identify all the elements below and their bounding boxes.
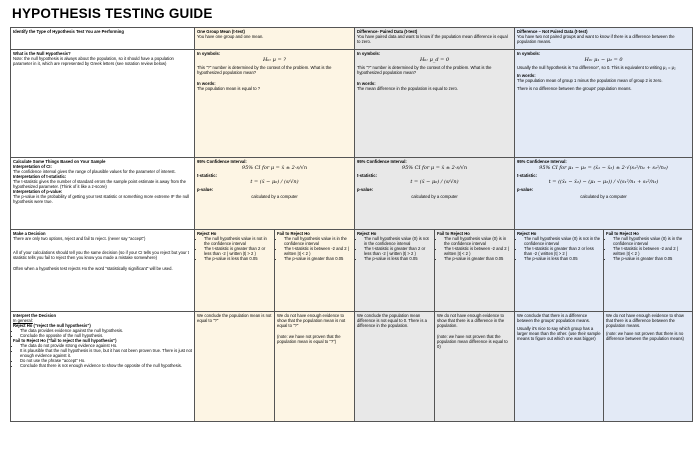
statistics-row — [11, 158, 693, 230]
ci-formula: 95% CI for μ = x̄ ± 2·s/√n — [401, 165, 468, 171]
ci-formula: 95% CI for μ₁ − μ₂ = (x̄₁ − x̄₂) ± 2·√(s₁²/n₁ + s₂²/n₂) — [539, 165, 668, 171]
t-formula: t = (x̄ − μ₀) / (s/√n) — [250, 179, 299, 185]
header-row — [11, 28, 693, 50]
decision-one-group-reject: Reject Ho • The null hypothesis value is not in the confidence interval • The t-statistic is greater than 2 or less than -2 ( written |t| > 2 ) • The p-value is less than 0.05 — [195, 230, 275, 312]
decision-label: Make a Decision There are only two options, reject and fail to reject. (never say "accept") All of your calculations should tell you the same decision (so if your CI tells you reject but your t statistic tells you fail to reject then you know you made a mistake somewhere) Often when a hypothesis test rejects Ho the word "statistically significant" will be used. — [11, 230, 195, 312]
header-paired: Difference- Paired Data (t-test) You have paired data and want to know if the population mean difference is equal to zero. — [355, 28, 515, 50]
interpret-one-group-fail: We do not have enough evidence to show that the population mean is not equal to "?" (note: we have not proven that the population mean is equal to "?") — [275, 312, 355, 422]
decision-not-paired-reject: Reject Ho • The null hypothesis value (0) is not in the confidence interval • The t-statistic is greater than 2 or less than -2 ( written |t| > 2 ) • The p-value is less than 0.05 — [515, 230, 604, 312]
null-not-paired: In symbols: H₀: μ₁ − μ₂ = 0 Usually the null hypothesis is "no difference", so 0. This is equivalent to writing μ₁ = μ₂ In words: The population mean of group 1 minus the population mean of group 2 is zero. There is no difference between the groups' population means. — [515, 50, 693, 158]
decision-paired-reject: Reject Ho • The null hypothesis value (0) is not in the confidence interval • The t-statistic is greater than 2 or less than -2 ( written |t| > 2 ) • The p-value is less than 0.05 — [355, 230, 435, 312]
null-formula: H₀: μ₁ − μ₂ = 0 — [584, 57, 623, 63]
decision-not-paired-fail: Fail to Reject Ho • The null hypothesis value (0) is in the confidence interval • The t-statistic is between -2 and 2 ( written |t| < 2 ) • The p-value is greater than 0.05 — [604, 230, 693, 312]
page-title: HYPOTHESIS TESTING GUIDE — [12, 6, 213, 21]
null-hypothesis-row — [11, 50, 693, 158]
interpret-paired-fail: We do not have enough evidence to show that there is a difference in the population. (note: we have not proven that the population mean difference is equal to 0) — [435, 312, 515, 422]
null-formula: H₀: μ_d = 0 — [419, 57, 450, 63]
interpret-paired-reject: We conclude the population mean difference is not equal to 0. There is a difference in the population. — [355, 312, 435, 422]
stats-paired: 95% Confidence Interval: 95% CI for μ = x̄ ± 2·s/√n t-statistic: t = (x̄ − μ₀) / (s/√n) p-value: calculated by a computer — [355, 158, 515, 230]
decision-row — [11, 230, 693, 312]
stats-one-group: 95% Confidence Interval: 95% CI for μ = x̄ ± 2·s/√n t-statistic: t = (x̄ − μ₀) / (s/√n) p-value: calculated by a computer — [195, 158, 355, 230]
header-label: Identify the Type of Hypothesis Test You are Performing — [11, 28, 195, 50]
null-paired: In symbols: H₀: μ_d = 0 This "?" number is determined by the context of the problem. What is the hypothesized population mean? In words: The mean difference in the population is equal to zero. — [355, 50, 515, 158]
interpret-not-paired-fail: We do not have enough evidence to show that there is a difference between the population means. (note: we have not proven that there is no difference between the population means) — [604, 312, 693, 422]
null-formula: H₀: μ = ? — [263, 57, 286, 63]
interpretation-label: Interpret the Decision In general: Reject Ho ("reject the null hypothesis") • The data provides evidence against the null hypothesis. • Conclude the opposite of the null hypothesis. Fail to Reject Ho ("fail to reject the null hypothesis") • The data do not provide strong evidence against Ho. • It is plausible that the null hypothesis is true, but it has not been proven true. There is just not enough evidence against it. • Do not use the phrase "accept" Ho. • Conclude that there is not enough evidence to show the opposite of the null hypothesis. — [11, 312, 195, 422]
header-one-group: One Group Mean (t-test) You have one group and one mean. — [195, 28, 355, 50]
decision-paired-fail: Fail to Reject Ho • The null hypothesis value (0) is in the confidence interval • The t-statistic is between -2 and 2 ( written |t| < 2 ) • The p-value is greater than 0.05 — [435, 230, 515, 312]
interpret-one-group-reject: We conclude the population mean is not equal to "?" — [195, 312, 275, 422]
interpretation-row — [11, 312, 693, 422]
statistics-label: Calculate Some Things Based on Your Sample Interpretation of CI: The confidence interval gives the range of plausible values for the parameter of interest. Interpretation of t-statistic: The t-statistic gives the number of standard errors the sample point estimate is away from the hypothesized parameter. (Think of it like a z-score) Interpretation of p-value: The p-value is the probability of getting your test statistic or something more extreme IF the null hypothesis were true. — [11, 158, 195, 230]
interpret-not-paired-reject: We conclude that there is a difference between the groups' population means. Usually it's nice to say which group has a larger mean than the other. (use their sample means to figure out which one was bigger) — [515, 312, 604, 422]
guide-table — [10, 27, 693, 422]
decision-one-group-fail: Fail to Reject Ho • The null hypothesis value is in the confidence interval • The t-statistic is between -2 and 2 ( written |t| < 2 ) • The p-value is greater than 0.05 — [275, 230, 355, 312]
null-one-group: In symbols: H₀: μ = ? This "?" number is determined by the context of the problem. What is the hypothesized population mean? In words: The population mean is equal to ? — [195, 50, 355, 158]
stats-not-paired: 95% Confidence Interval: 95% CI for μ₁ − μ₂ = (x̄₁ − x̄₂) ± 2·√(s₁²/n₁ + s₂²/n₂) t-statistic: t = ((x̄₁ − x̄₂) − (μ₁ − μ₂)) / √(s₁²/n₁ + s₂²/n₂) p-value: calculated by a computer — [515, 158, 693, 230]
header-not-paired: Difference – Not Paired Data (t-test) You have two not paired groups and want to know if there is a difference between the population means. — [515, 28, 693, 50]
null-hypothesis-label: What is the Null Hypothesis? Note: the null hypothesis is always about the population, so it should have a population parameter in it, which are represented by Greek letters (see notation review below) — [11, 50, 195, 158]
t-formula: t = (x̄ − μ₀) / (s/√n) — [410, 179, 459, 185]
t-formula: t = ((x̄₁ − x̄₂) − (μ₁ − μ₂)) / √(s₁²/n₁ + s₂²/n₂) — [548, 179, 659, 185]
ci-formula: 95% CI for μ = x̄ ± 2·s/√n — [241, 165, 308, 171]
